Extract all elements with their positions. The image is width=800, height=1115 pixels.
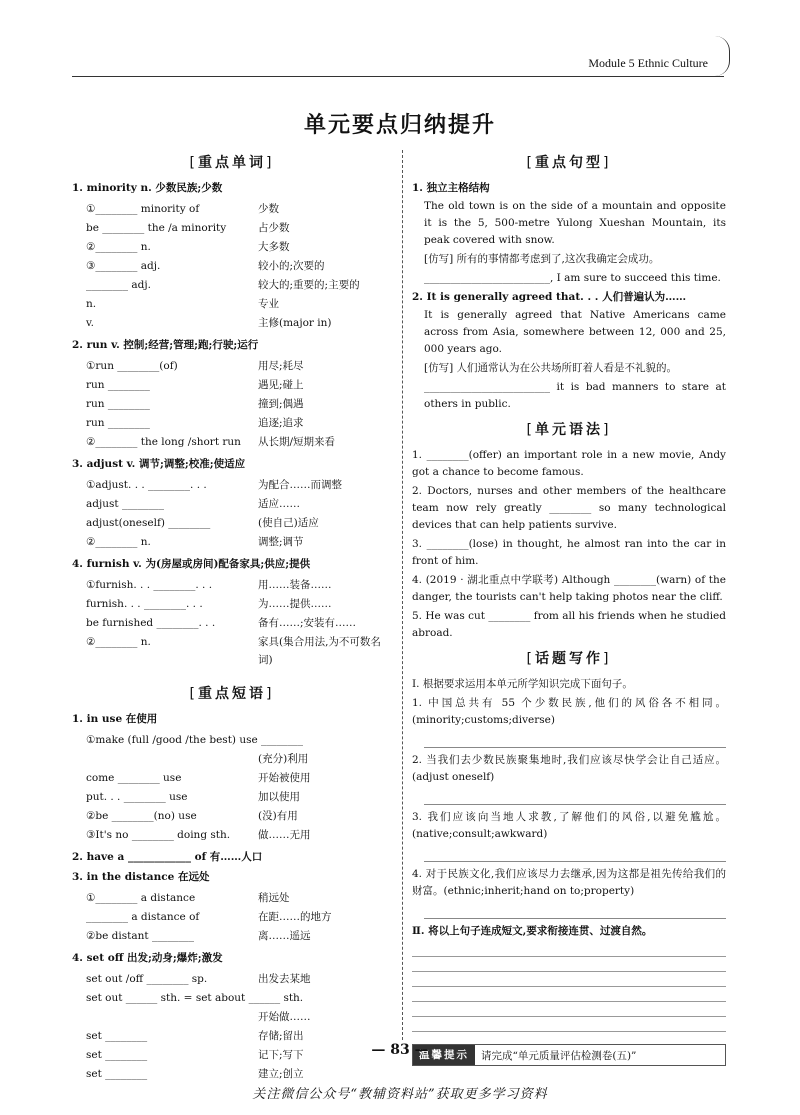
vocab-prompt[interactable]: furnish. . . ________. . .: [86, 598, 203, 610]
writing-part-1-instruction: Ⅰ. 根据要求运用本单元所学知识完成下面句子。: [412, 678, 633, 690]
word-heading-furnish: 4. furnish v. 为(房屋或房间)配备家具;供应;提供: [72, 558, 311, 570]
column-divider: [402, 150, 403, 1040]
vocab-meaning: 存储;留出: [258, 1030, 304, 1042]
footer-watermark: 关注微信公众号“教辅资料站”获取更多学习资料: [252, 1087, 548, 1102]
sentence-1-example: The old town is on the side of a mountain and opposite it is the 5, 500-metre Yulong Xueshan Mountain, its peak covered with snow.: [424, 200, 726, 246]
vocab-prompt[interactable]: ③It's no ________ doing sth.: [86, 829, 231, 841]
vocab-prompt[interactable]: be furnished ________. . .: [86, 617, 216, 629]
vocab-meaning: 用……装备……: [258, 579, 332, 591]
vocab-row[interactable]: [72, 414, 392, 433]
vocab-row[interactable]: [72, 989, 392, 1008]
vocab-meaning: 为……提供……: [258, 598, 332, 610]
vocab-row[interactable]: [72, 927, 392, 946]
page-number: — 83 —: [371, 1042, 429, 1058]
sentence-2-imitate: [仿写] 人们通常认为在公共场所盯着人看是不礼貌的。: [424, 362, 678, 374]
vocab-row[interactable]: [72, 200, 392, 219]
vocab-row[interactable]: [72, 1008, 392, 1027]
sentence-1-imitate: [仿写] 所有的事情都考虑到了,这次我确定会成功。: [424, 253, 660, 265]
grammar-item[interactable]: 2. Doctors, nurses and other members of the healthcare team now rely greatly ________ so many technological devices that can help patients survive.: [412, 485, 726, 531]
vocab-meaning: 为配合……而调整: [258, 479, 342, 491]
page-title: 单元要点归纳提升: [303, 113, 496, 138]
vocab-prompt[interactable]: ②________ the long /short run: [86, 436, 241, 448]
vocab-row[interactable]: [72, 614, 392, 633]
vocab-meaning: 在距……的地方: [258, 911, 332, 923]
vocab-row[interactable]: [72, 314, 392, 333]
vocab-prompt[interactable]: v.: [86, 317, 95, 329]
vocab-meaning: 主修(major in): [258, 317, 332, 329]
vocab-prompt[interactable]: set ________: [86, 1030, 148, 1042]
vocab-row[interactable]: [72, 1065, 392, 1084]
vocab-prompt[interactable]: ________ a distance of: [86, 911, 200, 923]
vocab-meaning: 开始做……: [258, 1011, 311, 1023]
answer-line[interactable]: [424, 902, 726, 919]
grammar-item[interactable]: 5. He was cut ________ from all his friends when he studied abroad.: [412, 610, 726, 639]
vocab-meaning: 建立;创立: [258, 1068, 304, 1080]
vocab-prompt[interactable]: come ________ use: [86, 772, 182, 784]
header-curl-decoration: [715, 36, 730, 76]
vocab-prompt[interactable]: run ________: [86, 398, 150, 410]
section-grammar: [单元语法]: [526, 422, 612, 438]
word-heading-minority: 1. minority n. 少数民族;少数: [72, 182, 223, 194]
vocab-prompt[interactable]: run ________: [86, 379, 150, 391]
vocab-meaning: 从长期/短期来看: [258, 436, 336, 448]
vocab-prompt[interactable]: ①furnish. . . ________. . .: [86, 579, 213, 591]
vocab-row[interactable]: [72, 889, 392, 908]
vocab-row[interactable]: [72, 514, 392, 533]
vocab-prompt[interactable]: be ________ the /a minority: [86, 222, 227, 234]
vocab-meaning: 用尽;耗尽: [258, 360, 304, 372]
vocab-row[interactable]: [72, 769, 392, 788]
vocab-prompt[interactable]: adjust ________: [86, 498, 164, 510]
vocab-meaning: 离……遥远: [258, 930, 311, 942]
sentence-2-blank[interactable]: ________________________ it is bad manners to stare at others in public.: [424, 381, 726, 410]
writing-part-2-instruction: Ⅱ. 将以上句子连成短文,要求衔接连贯、过渡自然。: [412, 925, 653, 937]
answer-line[interactable]: [424, 788, 726, 805]
sentence-1-blank[interactable]: ________________________, I am sure to succeed this time.: [424, 272, 721, 284]
vocab-row[interactable]: [72, 238, 392, 257]
vocab-meaning: 家具(集合用法,为不可数名词): [258, 636, 381, 666]
vocab-meaning: 占少数: [258, 222, 290, 234]
reminder-text: 请完成“单元质量评估检测卷(五)”: [481, 1049, 637, 1062]
vocab-row[interactable]: [72, 533, 392, 552]
phrase-heading-have-a: 2. have a ____________ of 有……人口: [72, 851, 263, 863]
grammar-item[interactable]: 4. (2019 · 湖北重点中学联考) Although ________(warn) of the danger, the tourists can't help taking photos near the cliff.: [412, 574, 726, 603]
vocab-meaning: 开始被使用: [258, 772, 311, 784]
vocab-prompt[interactable]: ①make (full /good /the best) use ________: [86, 734, 304, 746]
vocab-prompt[interactable]: ________ adj.: [86, 279, 151, 291]
vocab-prompt[interactable]: n.: [86, 298, 97, 310]
vocab-prompt[interactable]: ①run ________(of): [86, 360, 178, 372]
right-column: [412, 150, 726, 1066]
vocab-meaning: (没)有用: [258, 810, 298, 822]
header-rule: [72, 76, 724, 77]
vocab-meaning: 追逐;追求: [258, 417, 304, 429]
section-key-sentences: [重点句型]: [526, 155, 612, 171]
vocab-meaning: 较小的;次要的: [258, 260, 325, 272]
vocab-row[interactable]: [72, 633, 392, 671]
vocab-meaning: (使自己)适应: [258, 517, 319, 529]
left-column: [72, 150, 392, 1084]
vocab-prompt[interactable]: ②________ n.: [86, 536, 151, 548]
vocab-prompt[interactable]: ②be distant ________: [86, 930, 194, 942]
sentence-2-example: It is generally agreed that Native Americans came across from Asia, somewhere between 12, 000 and 25, 000 years ago.: [424, 309, 726, 355]
vocab-row[interactable]: [72, 257, 392, 276]
writing-question: 2. 当我们去少数民族聚集地时,我们应该尽快学会让自己适应。(adjust oneself): [412, 754, 726, 783]
essay-lines[interactable]: [412, 942, 726, 1032]
vocab-row[interactable]: [72, 807, 392, 826]
module-title: Module 5 Ethnic Culture: [588, 56, 708, 70]
vocab-row[interactable]: [72, 595, 392, 614]
vocab-row[interactable]: [72, 357, 392, 376]
sentence-1-title: 1. 独立主格结构: [412, 182, 490, 194]
vocab-meaning: (充分)利用: [258, 753, 309, 765]
vocab-meaning: 加以使用: [258, 791, 300, 803]
vocab-row[interactable]: [72, 826, 392, 845]
vocab-row[interactable]: [72, 731, 392, 750]
vocab-row[interactable]: [72, 576, 392, 595]
vocab-row[interactable]: [72, 970, 392, 989]
word-heading-adjust: 3. adjust v. 调节;调整;校准;使适应: [72, 458, 246, 470]
vocab-prompt[interactable]: ②________ n.: [86, 241, 151, 253]
vocab-meaning: 出发去某地: [258, 973, 311, 985]
grammar-item[interactable]: 3. ________(lose) in thought, he almost ran into the car in front of him.: [412, 538, 726, 567]
vocab-meaning: 稍远处: [258, 892, 290, 904]
vocab-prompt[interactable]: set ________: [86, 1049, 148, 1061]
vocab-row[interactable]: [72, 908, 392, 927]
vocab-meaning: 记下;写下: [258, 1049, 304, 1061]
vocab-prompt[interactable]: ③________ adj.: [86, 260, 161, 272]
answer-line[interactable]: [424, 731, 726, 748]
vocab-prompt[interactable]: ①________ a distance: [86, 892, 196, 904]
vocab-meaning: 较大的;重要的;主要的: [258, 279, 360, 291]
vocab-meaning: 调整;调节: [258, 536, 304, 548]
section-key-phrases: [重点短语]: [189, 686, 275, 702]
vocab-row[interactable]: [72, 295, 392, 314]
vocab-row[interactable]: [72, 476, 392, 495]
vocab-row[interactable]: [72, 495, 392, 514]
vocab-prompt[interactable]: set out ______ sth. = set about ______ sth.: [86, 992, 304, 1004]
vocab-row[interactable]: [72, 750, 392, 769]
vocab-row[interactable]: [72, 276, 392, 295]
word-heading-run: 2. run v. 控制;经营;管理;跑;行驶;运行: [72, 339, 259, 351]
vocab-prompt[interactable]: set ________: [86, 1068, 148, 1080]
vocab-prompt[interactable]: set out /off ________ sp.: [86, 973, 208, 985]
vocab-prompt[interactable]: ②________ n.: [86, 636, 151, 648]
vocab-meaning: 专业: [258, 298, 279, 310]
reminder-label: 温馨提示: [413, 1045, 475, 1065]
vocab-row[interactable]: [72, 219, 392, 238]
phrase-heading-set-off: 4. set off 出发;动身;爆炸;激发: [72, 952, 223, 964]
writing-question: 4. 对于民族文化,我们应该尽力去继承,因为这都是祖先传给我们的财富。(ethnic;inherit;hand on to;property): [412, 868, 726, 897]
section-key-words: [重点单词]: [189, 155, 275, 171]
writing-question: 3. 我们应该向当地人求教,了解他们的风俗,以避免尴尬。(native;consult;awkward): [412, 811, 726, 840]
vocab-row[interactable]: [72, 433, 392, 452]
vocab-row[interactable]: [72, 788, 392, 807]
grammar-item[interactable]: 1. ________(offer) an important role in a new movie, Andy got a chance to become famous.: [412, 449, 726, 478]
vocab-meaning: 适应……: [258, 498, 300, 510]
vocab-meaning: 大多数: [258, 241, 290, 253]
vocab-meaning: 做……无用: [258, 829, 311, 841]
vocab-prompt[interactable]: ①adjust. . . ________. . .: [86, 479, 207, 491]
phrase-heading-in-use: 1. in use 在使用: [72, 713, 158, 725]
vocab-prompt[interactable]: adjust(oneself) ________: [86, 517, 211, 529]
vocab-row[interactable]: [72, 395, 392, 414]
vocab-prompt[interactable]: ①________ minority of: [86, 203, 200, 215]
vocab-prompt[interactable]: run ________: [86, 417, 150, 429]
phrase-heading-in-the-distance: 3. in the distance 在远处: [72, 871, 210, 883]
section-topic-writing: [话题写作]: [526, 651, 612, 667]
vocab-row[interactable]: [72, 376, 392, 395]
sentence-2-title: 2. It is generally agreed that. . . 人们普遍认为……: [412, 291, 687, 303]
vocab-meaning: 撞到;偶遇: [258, 398, 304, 410]
vocab-meaning: 少数: [258, 203, 279, 215]
vocab-meaning: 遇见;碰上: [258, 379, 304, 391]
vocab-meaning: 备有……;安装有……: [258, 617, 357, 629]
vocab-prompt[interactable]: ②be ________(no) use: [86, 810, 197, 822]
vocab-prompt[interactable]: put. . . ________ use: [86, 791, 188, 803]
writing-question: 1. 中国总共有 55 个少数民族,他们的风俗各不相同。(minority;customs;diverse): [412, 697, 726, 726]
answer-line[interactable]: [424, 845, 726, 862]
